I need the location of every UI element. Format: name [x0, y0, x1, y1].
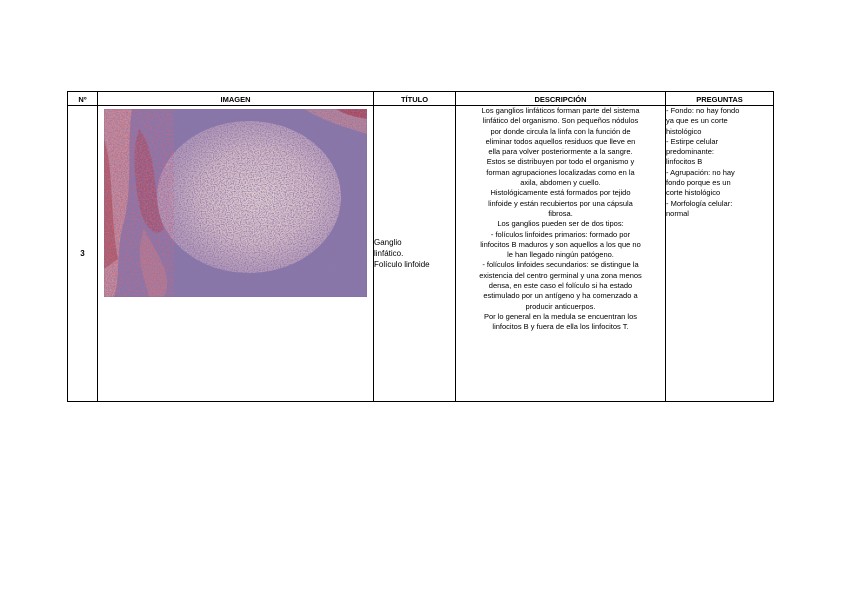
description-line: le han llegado ningún patógeno. [507, 250, 614, 260]
header-row [68, 92, 774, 106]
table-row [68, 106, 774, 402]
description-line: Histológicamente está formados por tejido [490, 188, 631, 198]
question-line: - Agrupación: no hay [666, 167, 735, 177]
description-line: Los ganglios linfáticos forman parte del sistema [481, 106, 640, 115]
document-table [67, 91, 774, 402]
description-line: estimulado por un antígeno y ha comenzado a [483, 291, 638, 301]
description-line: axila, abdomen y cuello. [520, 178, 601, 188]
description-line: linfocitos B maduros y son aquellos a los que no [480, 239, 641, 249]
question-line: - Fondo: no hay fondo [666, 106, 740, 115]
question-line: corte histológico [666, 188, 721, 198]
header-title: TÍTULO [374, 92, 456, 106]
description-line: ella para volver posteriormente a la sangre. [488, 147, 633, 157]
description-line: Por lo general en la medula se encuentran los [483, 311, 637, 321]
question-line: histológico [666, 126, 702, 136]
questions-cell [666, 106, 774, 402]
question-line: normal [666, 208, 689, 218]
description-line: - folículos linfoides primarios: formado por [490, 229, 631, 239]
description-line: densa, en este caso el folículo si ha estado [488, 281, 633, 291]
description-line: linfático del organismo. Son pequeños nódulos [482, 116, 639, 126]
description-line: - folículos linfoides secundarios: se distingue la [482, 260, 639, 270]
description-line: forman agrupaciones localizadas como en la [486, 167, 635, 177]
question-line: fondo porque es un [666, 178, 731, 188]
description-line: producir anticuerpos. [525, 301, 596, 311]
header-description: DESCRIPCIÓN [456, 92, 666, 106]
histology-image [104, 109, 367, 297]
description-line: linfocitos B y fuera de ella los linfocitos T. [492, 322, 629, 332]
title-line: Ganglio [374, 238, 402, 247]
description-cell [456, 106, 666, 402]
description-line: Los ganglios pueden ser de dos tipos: [497, 219, 624, 229]
image-cell [98, 106, 374, 402]
title-line: Folículo linfoide [374, 260, 430, 269]
header-questions: PREGUNTAS [666, 92, 774, 106]
description-line: fibrosa. [548, 208, 573, 218]
question-line: - Morfología celular: [666, 198, 733, 208]
description-line: Estos se distribuyen por todo el organismo y [486, 157, 635, 167]
description-line: eliminar todos aquellos residuos que lleve en [485, 136, 636, 146]
question-line: predominante: [666, 147, 714, 157]
description-line: por donde circula la linfa con la función de [490, 126, 631, 136]
question-line: linfocitos B [666, 157, 703, 167]
description-line: existencia del centro germinal y una zona menos [479, 270, 642, 280]
question-line: ya que es un corte [666, 116, 728, 126]
row-number: 3 [68, 106, 98, 402]
description-line: linfoide y están recubiertos por una cápsula [488, 198, 633, 208]
question-line: - Estirpe celular [666, 136, 719, 146]
header-number: Nº [68, 92, 98, 106]
header-image: IMAGEN [98, 92, 374, 106]
title-cell [374, 106, 456, 402]
title-line: linfático. [374, 249, 404, 258]
